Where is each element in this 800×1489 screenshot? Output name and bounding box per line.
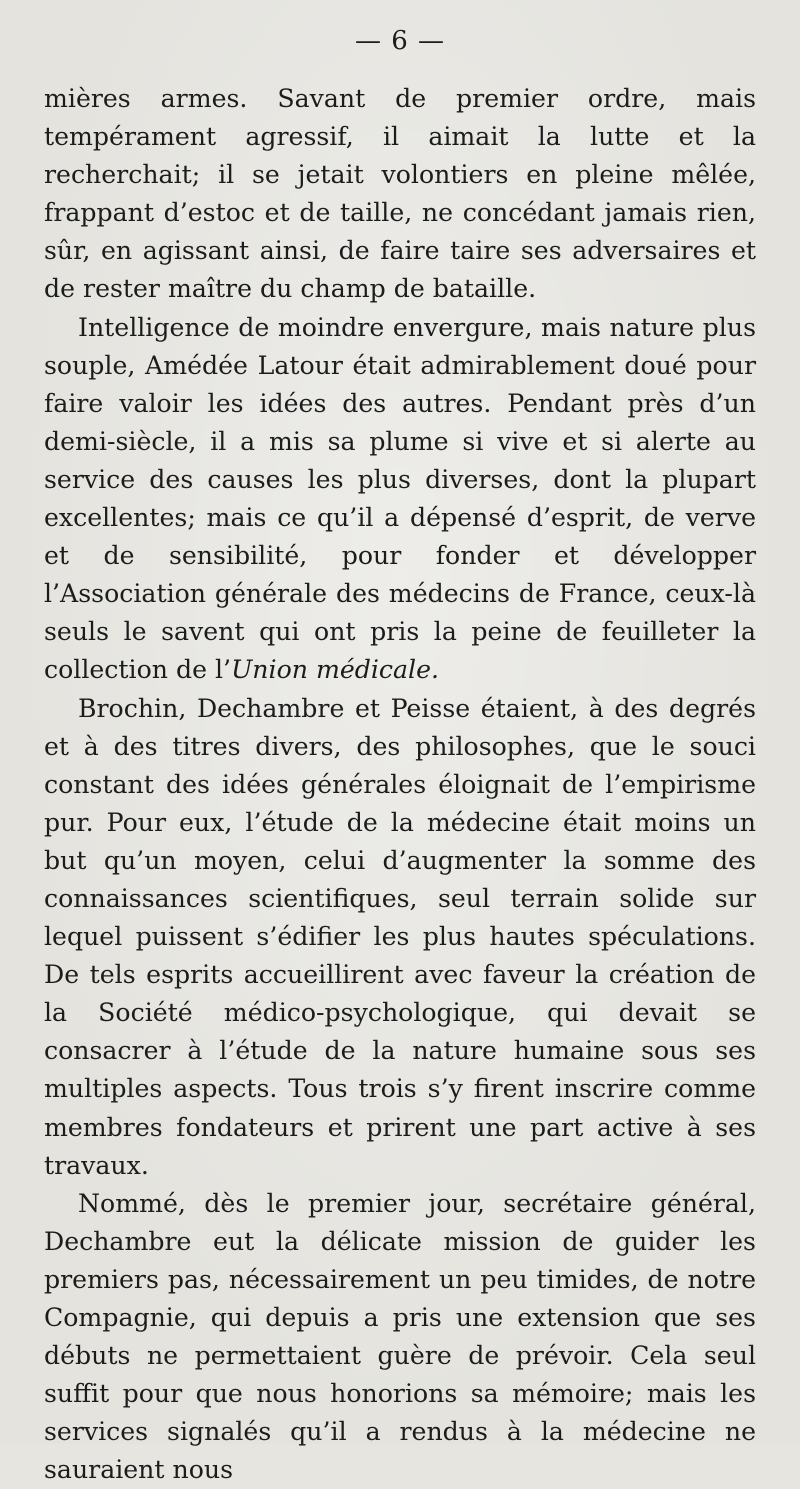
- paragraph-2: [44, 309, 756, 690]
- paragraph-2-italic-title: Union médicale.: [231, 655, 440, 685]
- page-number: — 6 —: [354, 26, 446, 56]
- paragraph-1: mières armes. Savant de premier ordre, mais tempérament agressif, il aimait la lutte et la recherchait; il se jetait volontiers en pleine mêlée, frappant d’estoc et de taille, ne concédant jamais rien, sûr, en agissant ainsi, de faire taire ses adversaires et de rester maître du champ de bataille.: [44, 84, 756, 304]
- paragraph-4: Nommé, dès le premier jour, secrétaire général, Dechambre eut la délicate mission de guider les premiers pas, nécessairement un peu timides, de notre Compagnie, qui depuis a pris une extension que ses débuts ne permettaient guère de prévoir. Cela seul suffit pour que nous honorions sa mémoire; mais les services signalés qu’il a rendus à la médecine ne sauraient nous: [44, 1188, 756, 1485]
- paragraph-2-text: Intelligence de moindre envergure, mais nature plus souple, Amédée Latour était admirablement doué pour faire valoir les idées des autres. Pendant près d’un demi-siècle, il a mis sa plume si vive et si alerte au service des causes les plus diverses, dont la plupart excellentes; mais ce qu’il a dépensé d’esprit, de verve et de sensibilité, pour fonder et développer l’Association générale des médecins de France, ceux-là seuls le savent qui ont pris la peine de feuilleter la collection de l’: [44, 312, 756, 685]
- paragraph-3: Brochin, Dechambre et Peisse étaient, à des degrés et à des titres divers, des philosophes, que le souci constant des idées générales éloignait de l’empirisme pur. Pour eux, l’étude de la médecine était moins un but qu’un moyen, celui d’augmenter la somme des connaissances scientifiques, seul terrain solide sur lequel puissent s’édifier les plus hautes spéculations. De tels esprits accueillirent avec faveur la création de la Société médico-psychologique, qui devait se consacrer à l’étude de la nature humaine sous ses multiples aspects. Tous trois s’y firent inscrire comme membres fondateurs et prirent une part active à ses travaux.: [44, 693, 756, 1180]
